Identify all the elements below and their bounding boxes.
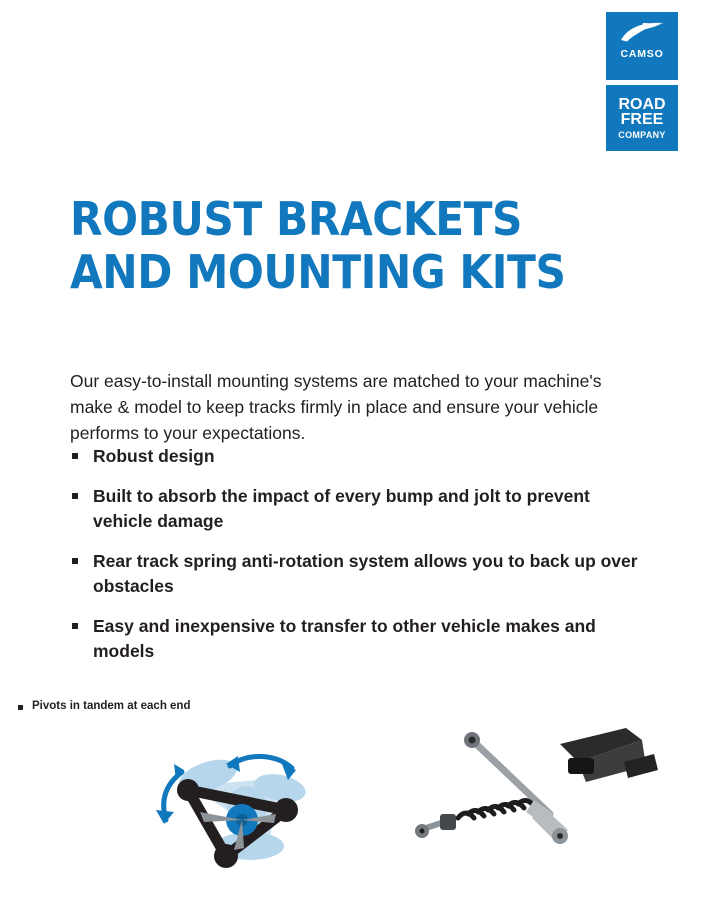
list-item (70, 484, 640, 534)
page-title-line-1: ROBUST BRACKETS (70, 191, 523, 246)
list-item-label: Rear track spring anti-rotation system allows you to back up over obstacles (93, 551, 638, 596)
bullet-square-icon (72, 453, 78, 459)
free-line: FREE (620, 110, 664, 128)
footnote-label: Pivots in tandem at each end (32, 700, 191, 712)
list-item-label: Built to absorb the impact of every bump and jolt to prevent vehicle damage (93, 486, 590, 531)
list-item (70, 444, 640, 469)
list-item-label: Easy and inexpensive to transfer to other vehicle makes and models (93, 616, 596, 661)
camso-logo-block (606, 12, 678, 151)
road-free-company-badge (606, 85, 678, 151)
feature-bullet-list (70, 444, 640, 679)
page-title (70, 193, 565, 299)
intro-paragraph: Our easy-to-install mounting systems are matched to your machine's make & model to keep tracks firmly in place and ensure your vehicle performs to your expectations. (70, 370, 602, 443)
track-system-pivot-diagram (130, 728, 390, 878)
camso-swoosh-icon (619, 20, 665, 46)
road-line: ROAD (618, 95, 666, 113)
page-title-line-2: AND MOUNTING KITS (70, 244, 566, 299)
list-item-label: Robust design (93, 446, 215, 466)
bullet-square-icon (72, 493, 78, 499)
footnote (18, 700, 190, 712)
mounting-bracket-hardware-photo (410, 718, 665, 868)
camso-wordmark: CAMSO (620, 48, 664, 60)
bullet-square-icon (72, 558, 78, 564)
camso-logo (606, 12, 678, 80)
list-item (70, 549, 640, 599)
list-item (70, 614, 640, 664)
company-line: COMPANY (618, 129, 666, 140)
bullet-square-icon (18, 705, 23, 710)
bullet-square-icon (72, 623, 78, 629)
